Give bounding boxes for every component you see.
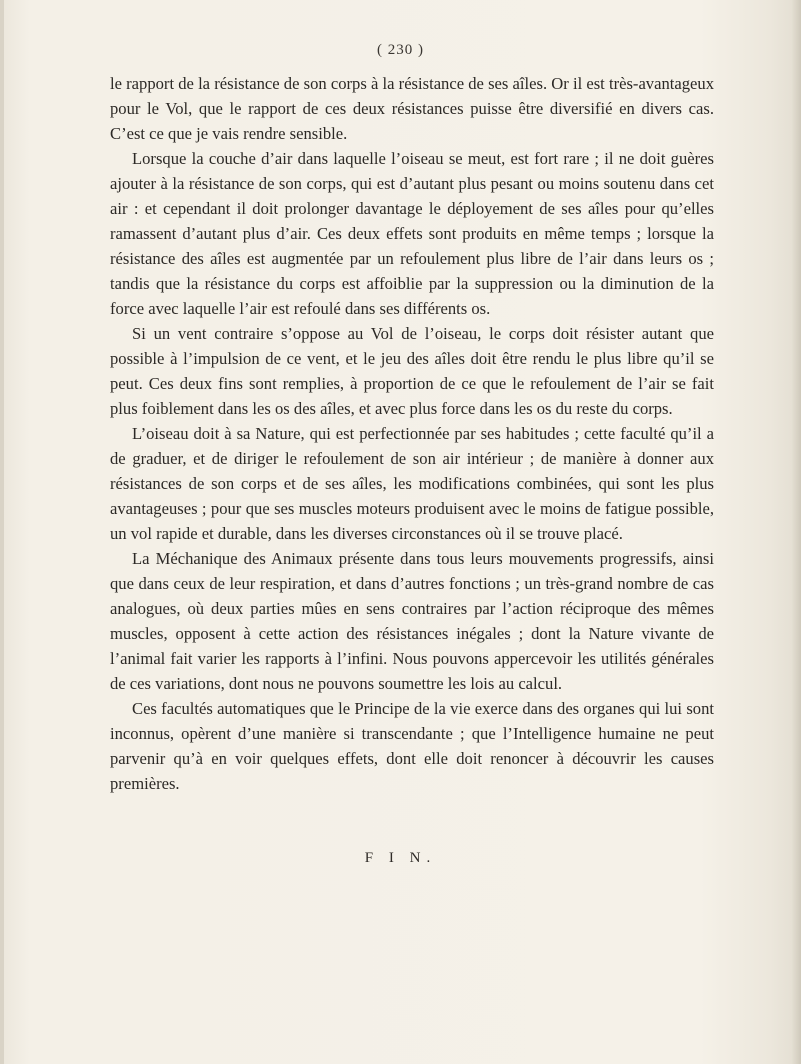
page-edge-shadow — [791, 0, 801, 1064]
body-text — [110, 71, 714, 796]
paragraph: La Méchanique des Animaux présente dans tous leurs mouvements progressifs, ainsi que dans ceux de leur respiration, et dans d’autres fonctions ; un très-grand nombre de cas analogues, où deux parties mûes en sens contraires par l’action réciproque des mêmes muscles, opposent à cette action des résistances inégales ; dont la Nature vivante de l’animal fait varier les rapports à l’infini. Nous pouvons appercevoir les utilités générales de ces variations, dont nous ne pouvons soumettre les lois au calcul. — [110, 549, 714, 693]
paragraph: Lorsque la couche d’air dans laquelle l’oiseau se meut, est fort rare ; il ne doit guères ajouter à la résistance de son corps, qui est d’autant plus pesant ou moins soutenu dans cet air : et cependant il doit prolonger davantage le déployement de ses aîles pour qu’elles ramassent d’autant plus d’air. Ces deux effets sont produits en même temps ; lorsque la résistance des aîles est augmentée par un refoulement plus libre de l’air dans leurs os ; tandis que la résistance du corps est affoiblie par la suppression ou la diminution de la force avec laquelle l’air est refoulé dans ses différents os. — [110, 149, 714, 318]
paragraph: L’oiseau doit à sa Nature, qui est perfectionnée par ses habitudes ; cette faculté qu’il a de graduer, et de diriger le refoulement de son air intérieur ; de manière à donner aux résistances de son corps et de ses aîles, les modifications combinées, qui sont les plus avantageuses ; pour que ses muscles moteurs produisent avec le moins de fatigue possible, un vol rapide et durable, dans les diverses circonstances où il se trouve placé. — [110, 424, 714, 543]
paragraph: Ces facultés automatiques que le Principe de la vie exerce dans des organes qui lui sont inconnus, opèrent d’une manière si transcendante ; que l’Intelligence humaine ne peut parvenir qu’à en voir quelques effets, dont elle doit renoncer à découvrir les causes premières. — [110, 699, 714, 793]
page-gutter — [0, 0, 4, 1064]
page-number: ( 230 ) — [377, 42, 424, 58]
closing-fin: F I N. — [364, 850, 437, 866]
paragraph-continuation: le rapport de la résistance de son corps à la résistance de ses aîles. Or il est très-avantageux pour le Vol, que le rapport de ces deux résistances puisse être diversifié en divers cas. C’est ce que je vais rendre sensible. — [110, 74, 714, 143]
paragraph: Si un vent contraire s’oppose au Vol de l’oiseau, le corps doit résister autant que possible à l’impulsion de ce vent, et le jeu des aîles doit être rendu le plus libre qu’il se peut. Ces deux fins sont remplies, à proportion de ce que le refoulement de l’air se fait plus foiblement dans les os des aîles, et avec plus force dans les os du reste du corps. — [110, 324, 714, 418]
